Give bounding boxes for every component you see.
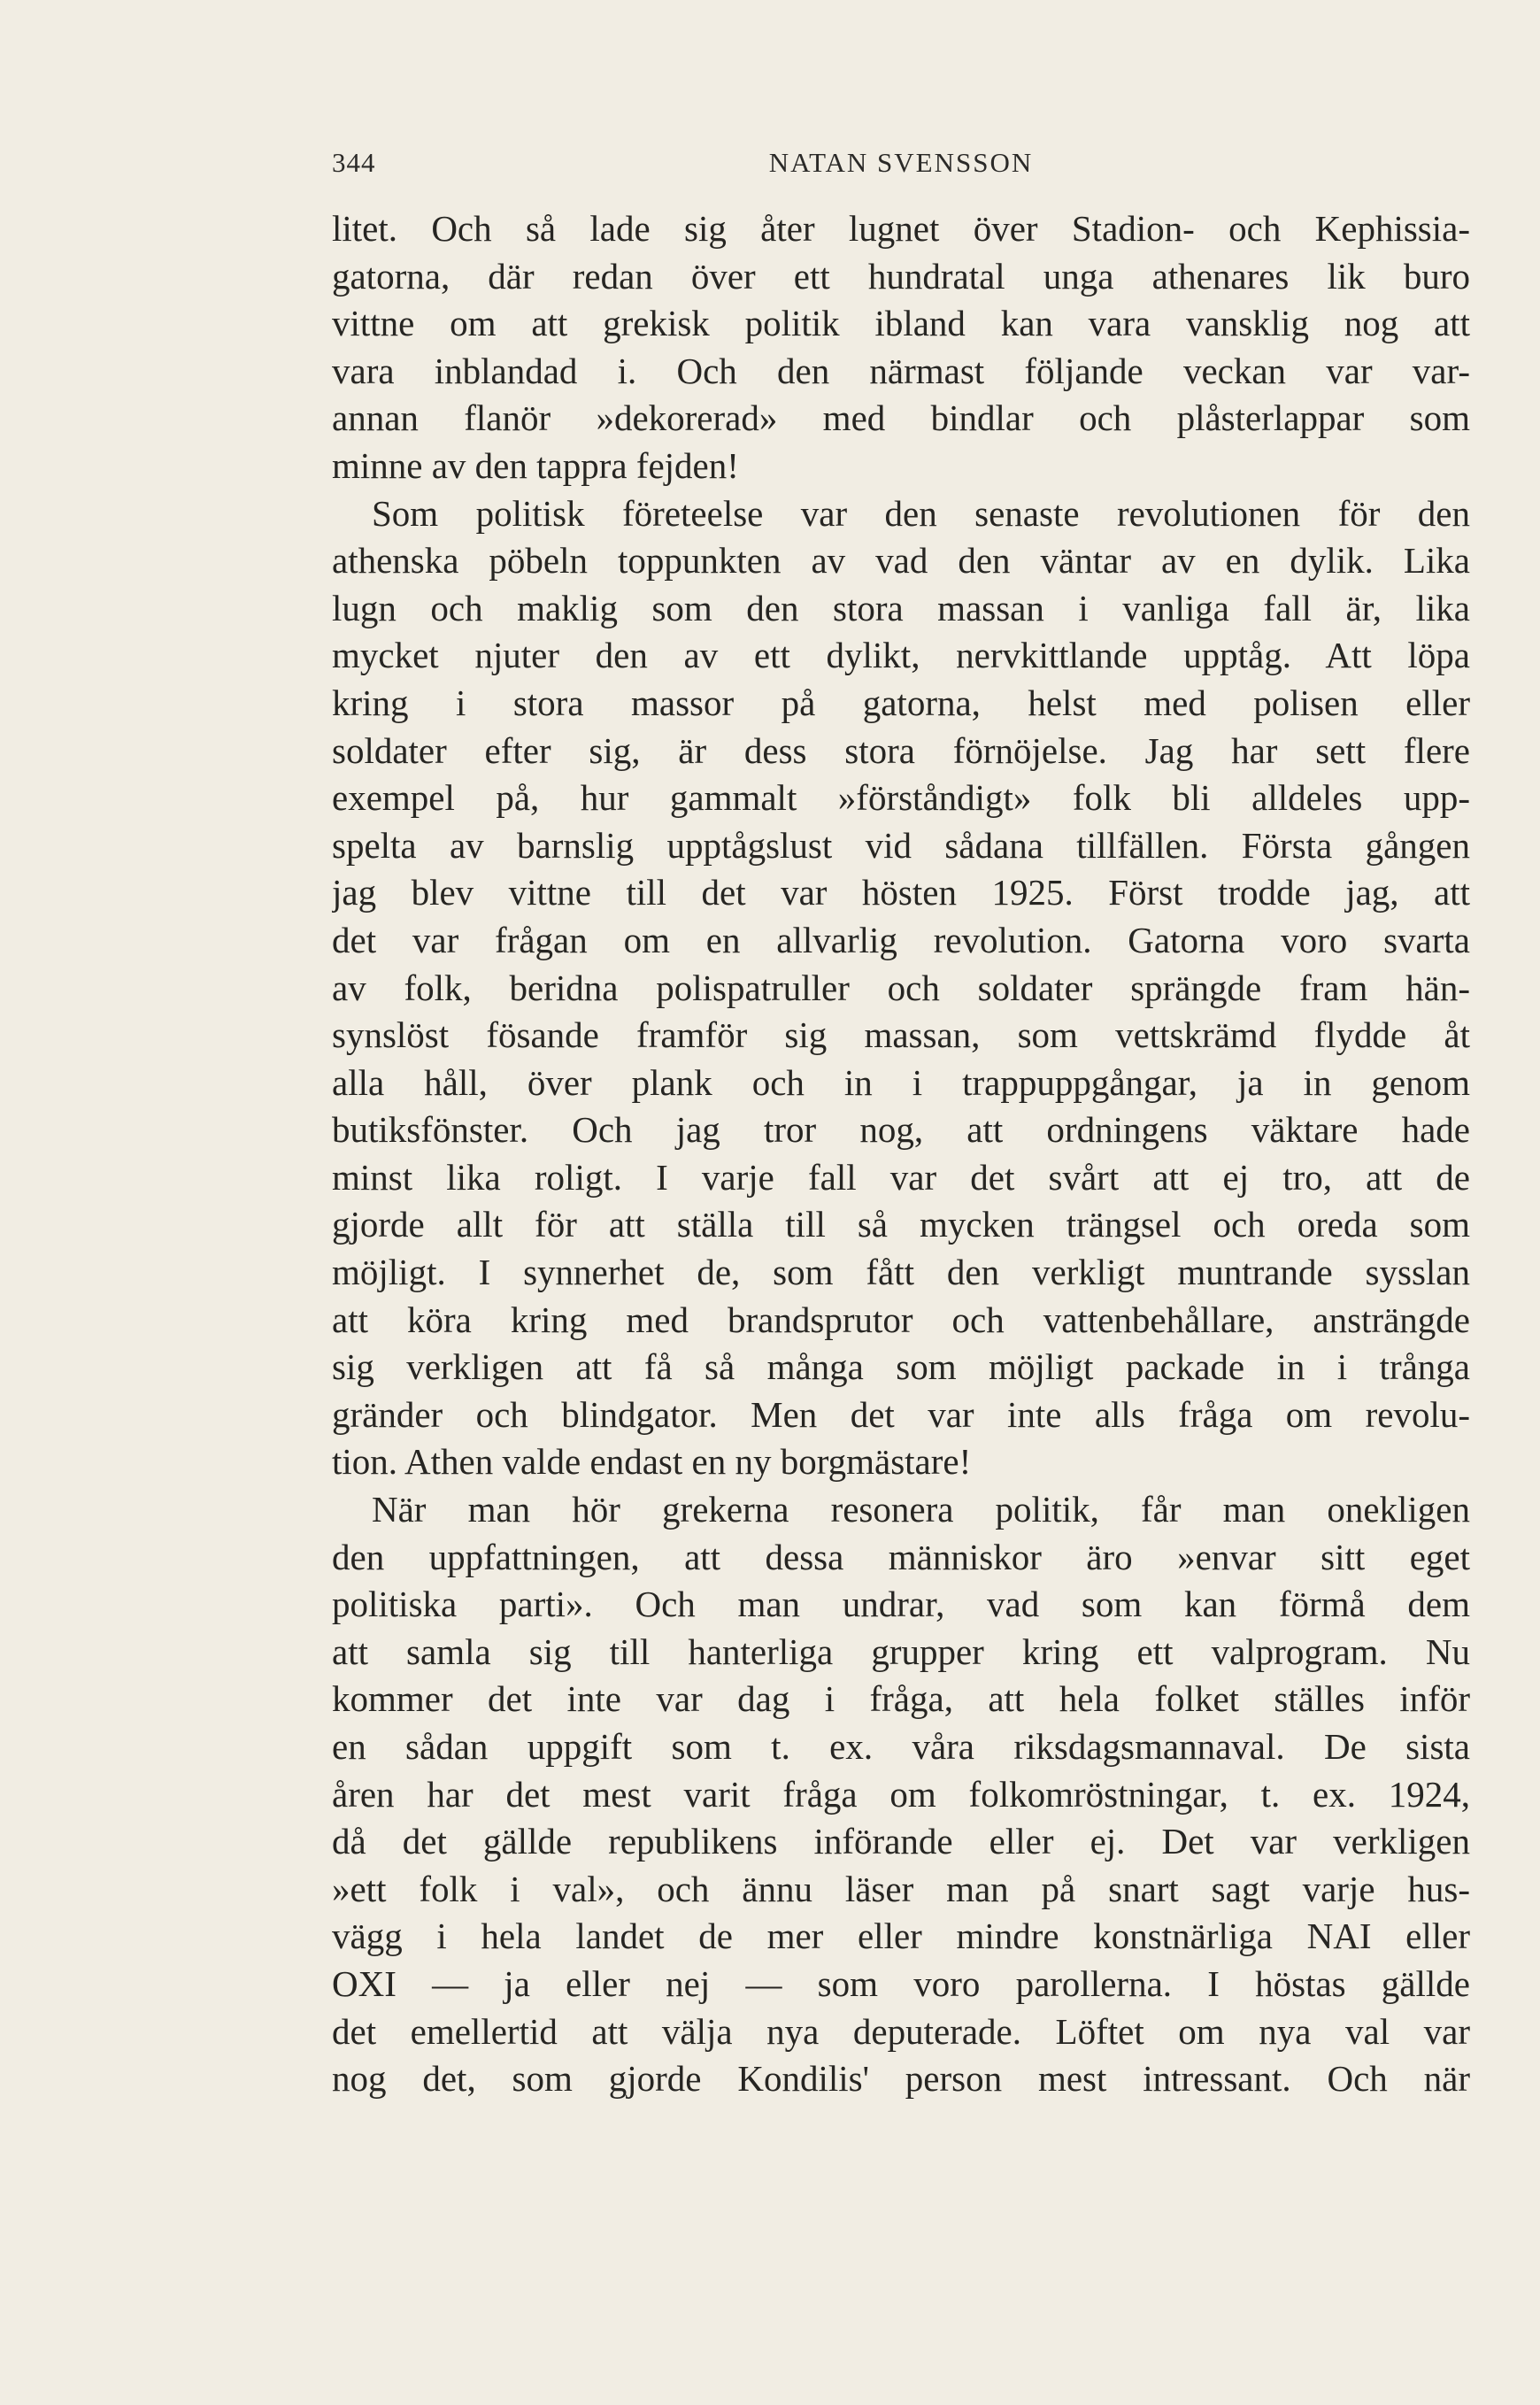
text-line: den uppfattningen, att dessa människor äro »envar sitt eget (332, 1536, 1470, 1577)
text-line: OXI — ja eller nej — som voro parollerna. I höstas gällde (332, 1962, 1470, 2004)
text-line: spelta av barnslig upptågslust vid sådana tillfällen. Första gången (332, 824, 1470, 866)
text-line: det emellertid att välja nya deputerade. Löftet om nya val var (332, 2010, 1470, 2052)
text-line: Som politisk företeelse var den senaste revolutionen för den (372, 492, 1470, 534)
text-line: politiska parti». Och man undrar, vad som kan förmå dem (332, 1584, 1470, 1625)
text-line: att köra kring med brandsprutor och vattenbehållare, ansträngde (332, 1299, 1470, 1340)
text-line: kring i stora massor på gatorna, helst med polisen eller (332, 682, 1470, 723)
text-line: synslöst fösande framför sig massan, som vettskrämd flydde åt (332, 1014, 1470, 1056)
text-line: »ett folk i val», och ännu läser man på snart sagt varje hus- (332, 1868, 1470, 1909)
text-line: det var frågan om en allvarlig revolution. Gatorna voro svarta (332, 919, 1470, 960)
text-line: mycket njuter den av ett dylikt, nervkittlande upptåg. Att löpa (332, 635, 1470, 676)
text-line: då det gällde republikens införande eller ej. Det var verkligen (332, 1821, 1470, 1862)
text-line: jag blev vittne till det var hösten 1925. Först trodde jag, att (332, 872, 1470, 913)
text-line: av folk, beridna polispatruller och soldater sprängde fram hän- (332, 967, 1470, 1008)
text-line: sig verkligen att få så många som möjligt packade in i trånga (332, 1346, 1470, 1388)
text-line: en sådan uppgift som t. ex. våra riksdagsmannaval. De sista (332, 1726, 1470, 1767)
text-line: athenska pöbeln toppunkten av vad den väntar av en dylik. Lika (332, 540, 1470, 582)
page-number: 344 (332, 147, 376, 178)
text-line: vägg i hela landet de mer eller mindre konstnärliga NAI eller (332, 1916, 1470, 1957)
text-line: gjorde allt för att ställa till så mycken trängsel och oreda som (332, 1204, 1470, 1245)
text-line: gränder och blindgator. Men det var inte alls fråga om revolu- (332, 1393, 1470, 1435)
text-line: exempel på, hur gammalt »förståndigt» folk bli alldeles upp- (332, 777, 1470, 819)
text-line: att samla sig till hanterliga grupper kring ett valprogram. Nu (332, 1630, 1470, 1672)
text-line: vara inblandad i. Och den närmast följande veckan var var- (332, 350, 1470, 391)
page-header (332, 147, 1470, 191)
text-line: soldater efter sig, är dess stora förnöjelse. Jag har sett flere (332, 729, 1470, 771)
text-line: lugn och maklig som den stora massan i vanliga fall är, lika (332, 587, 1470, 628)
text-line: vittne om att grekisk politik ibland kan vara vansklig nog att (332, 303, 1470, 344)
body-text (332, 205, 1470, 2103)
text-line: tion. Athen valde endast en ny borgmästare! (332, 1441, 972, 1483)
text-line: minst lika roligt. I varje fall var det svårt att ej tro, att de (332, 1156, 1470, 1198)
text-line: nog det, som gjorde Kondilis' person mest intressant. Och när (332, 2058, 1470, 2100)
text-line: åren har det mest varit fråga om folkomröstningar, t. ex. 1924, (332, 1773, 1470, 1815)
text-line: gatorna, där redan över ett hundratal unga athenares lik buro (332, 255, 1470, 297)
text-line: litet. Och så lade sig åter lugnet över Stadion- och Kephissia- (332, 208, 1470, 249)
text-line: minne av den tappra fejden! (332, 444, 739, 486)
running-head: NATAN SVENSSON (768, 147, 1034, 178)
text-line: möjligt. I synnerhet de, som fått den verkligt muntrande sysslan (332, 1252, 1470, 1293)
text-line: När man hör grekerna resonera politik, får man onekligen (372, 1489, 1470, 1530)
text-line: butiksfönster. Och jag tror nog, att ordningens väktare hade (332, 1109, 1470, 1151)
text-line: alla håll, över plank och in i trappuppgångar, ja in genom (332, 1061, 1470, 1103)
text-line: annan flanör »dekorerad» med bindlar och plåsterlappar som (332, 397, 1470, 439)
text-line: kommer det inte var dag i fråga, att hela folket ställes inför (332, 1678, 1470, 1720)
